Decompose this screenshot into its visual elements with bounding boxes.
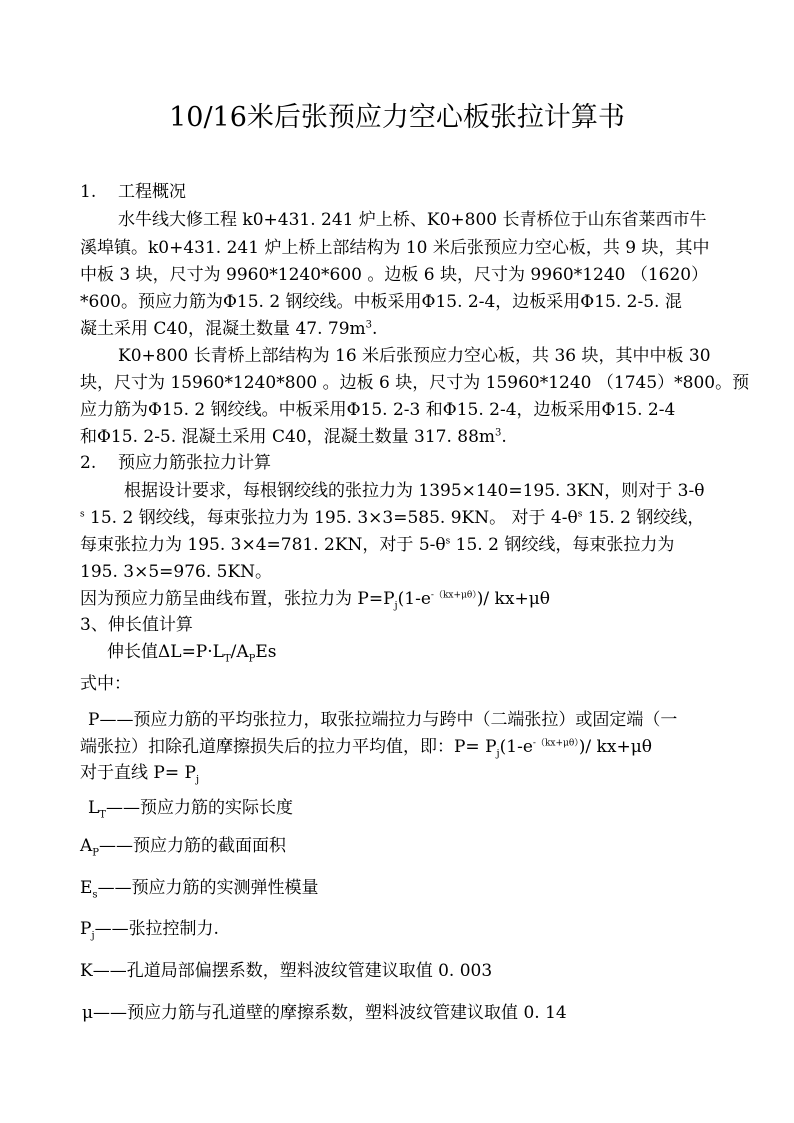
text-run: 15. 2 钢绞线，每束张拉力为 195. 3×3=585. 9KN。 对于 4-θ [84, 508, 578, 528]
definition-k: K——孔道局部偏摆系数，塑料波纹管建议取值 0. 003 [80, 961, 493, 981]
text-run: P [80, 919, 92, 939]
section-3-heading: 3、伸长值计算 [80, 615, 193, 635]
text-run: Es [255, 642, 277, 662]
text-run: 对于直线 P= P [80, 763, 196, 783]
paragraph-line: 水牛线大修工程 k0+431. 241 炉上桥、K0+800 长青桥位于山东省莱西市牛 [118, 210, 707, 230]
superscript: s [80, 509, 85, 520]
superscript: -（kx+μθ） [532, 738, 579, 749]
superscript: s [577, 509, 583, 520]
section-1-heading: 工程概况 [118, 182, 186, 202]
definition-line [80, 735, 652, 759]
paragraph-line: 块，尺寸为 15960*1240*800 。边板 6 块，尺寸为 15960*1240 （1745）*800。预 [80, 373, 750, 393]
text-run: )/ kx+μθ [476, 589, 550, 609]
formula-line [107, 640, 277, 664]
text-run: 每束张拉力为 195. 3×4=781. 2KN，对于 5-θ [80, 535, 446, 555]
paragraph-line [80, 533, 674, 557]
text-run: 15. 2 钢绞线， [582, 508, 705, 528]
subscript: s [92, 889, 98, 901]
paragraph-line [80, 317, 377, 341]
paragraph-line: 195. 3×5=976. 5KN。 [80, 562, 273, 582]
text-run: ——预应力筋的截面面积 [99, 836, 287, 856]
text-run: (1-e [499, 737, 533, 757]
text-run: . [372, 319, 378, 339]
subscript: P [248, 653, 256, 665]
text-run: ——预应力筋的实际长度 [105, 798, 293, 818]
text-run: E [80, 878, 93, 898]
paragraph-line: *600。预应力筋为Φ15. 2 钢绞线。中板采用Φ15. 2-4，边板采用Φ15. 2-5. 混 [80, 292, 682, 312]
text-run: ——张拉控制力. [94, 919, 219, 939]
subscript: j [195, 774, 200, 786]
text-run: /A [230, 642, 249, 662]
section-2-heading: 预应力筋张拉力计算 [118, 453, 271, 473]
text-run: 凝土采用 C40，混凝土数量 47. 79m [80, 319, 366, 339]
paragraph-line: 应力筋为Φ15. 2 钢绞线。中板采用Φ15. 2-3 和Φ15. 2-4，边板采用Φ15. 2-4 [80, 400, 676, 420]
text-run: . [501, 427, 507, 447]
subscript: j [496, 748, 500, 760]
formula-line [80, 587, 550, 611]
subscript: P [92, 847, 100, 859]
text-run: 端张拉）扣除孔道摩擦损失后的拉力平均值，即：P= P [80, 737, 497, 757]
text-run: )/ kx+μθ [578, 737, 652, 757]
subscript: T [99, 809, 106, 821]
paragraph-line [80, 506, 704, 530]
superscript: -（kx+μθ） [430, 590, 477, 601]
paragraph-line [80, 425, 507, 449]
definition-pj [80, 917, 219, 941]
subscript: j [91, 930, 95, 942]
section-2-number: 2. [80, 453, 97, 473]
text-run: 伸长值ΔL=P·L [107, 642, 224, 662]
text-run: ——预应力筋的实测弹性模量 [97, 878, 319, 898]
definition-mu: μ——预应力筋与孔道壁的摩擦系数，塑料波纹管建议取值 0. 14 [82, 1003, 567, 1023]
paragraph-line: 根据设计要求，每根钢绞线的张拉力为 1395×140=195. 3KN，则对于 3-θ [124, 481, 705, 501]
superscript: s [445, 536, 451, 547]
definition-ap [80, 834, 286, 858]
definition-lt [88, 796, 293, 820]
text-run: A [80, 836, 93, 856]
definition-line [80, 761, 199, 785]
subscript: j [394, 600, 398, 612]
definition-line: P——预应力筋的平均张拉力，取张拉端拉力与跨中（二端张拉）或固定端（一 [88, 710, 678, 730]
text-run: L [88, 798, 100, 818]
document-title: 10/16米后张预应力空心板张拉计算书 [169, 102, 625, 133]
paragraph-line: 中板 3 块，尺寸为 9960*1240*600 。边板 6 块，尺寸为 9960*1240 （1620） [80, 265, 709, 285]
text-run: 和Φ15. 2-5. 混凝土采用 C40，混凝土数量 317. 88m [80, 427, 496, 447]
text-run: 因为预应力筋呈曲线布置，张拉力为 P=P [80, 589, 395, 609]
text-run: 15. 2 钢绞线，每束张拉力为 [450, 535, 675, 555]
text-run: (1-e [397, 589, 431, 609]
paragraph-line: K0+800 长青桥上部结构为 16 米后张预应力空心板，共 36 块，其中中板 30 [118, 346, 711, 366]
definition-es [80, 876, 319, 900]
where-label: 式中： [80, 674, 131, 694]
superscript: 3 [365, 319, 373, 331]
paragraph-line: 溪埠镇。k0+431. 241 炉上桥上部结构为 10 米后张预应力空心板，共 9 块，其中 [80, 238, 710, 258]
subscript: T [223, 653, 231, 665]
superscript: 3 [495, 427, 502, 439]
section-1-number: 1. [80, 182, 97, 202]
